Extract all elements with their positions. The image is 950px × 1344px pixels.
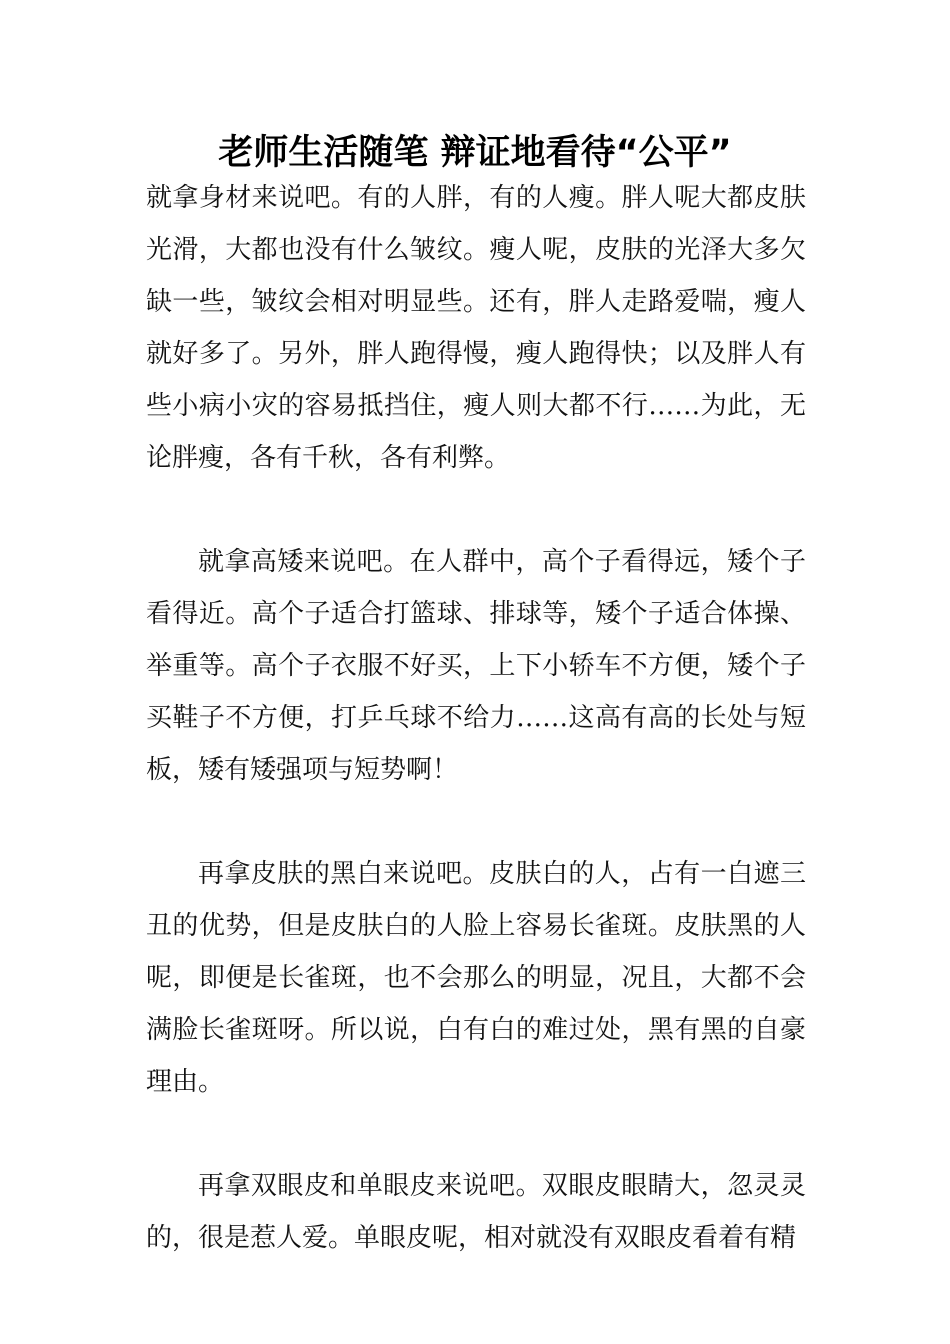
- paragraph-body-shape: 就拿身材来说吧。有的人胖，有的人瘦。胖人呢大都皮肤光滑，大都也没有什么皱纹。瘦人呢，皮肤的光泽大多欠缺一些，皱纹会相对明显些。还有，胖人走路爱喘，瘦人就好多了。另外，胖人跑得慢，瘦人跑得快；以及胖人有些小病小灾的容易抵挡住，瘦人则大都不行……为此，无论胖瘦，各有千秋，各有利弊。: [146, 183, 806, 473]
- document-title: 老师生活随笔 辩证地看待“公平”: [218, 133, 732, 173]
- paragraph-height: 就拿高矮来说吧。在人群中，高个子看得远，矮个子看得近。高个子适合打篮球、排球等，矮个子适合体操、举重等。高个子衣服不好买，上下小轿车不方便，矮个子买鞋子不方便，打乒乓球不给力……这高有高的长处与短板，矮有矮强项与短势啊！: [146, 547, 806, 785]
- document-body: [146, 172, 806, 1264]
- paragraph-eyelids: 再拿双眼皮和单眼皮来说吧。双眼皮眼睛大，忽灵灵的，很是惹人爱。单眼皮呢，相对就没有双眼皮看着有精: [146, 1171, 806, 1253]
- paragraph-skin-color: 再拿皮肤的黑白来说吧。皮肤白的人，占有一白遮三丑的优势，但是皮肤白的人脸上容易长雀斑。皮肤黑的人呢，即便是长雀斑，也不会那么的明显，况且，大都不会满脸长雀斑呀。所以说，白有白的难过处，黑有黑的自豪理由。: [146, 859, 806, 1097]
